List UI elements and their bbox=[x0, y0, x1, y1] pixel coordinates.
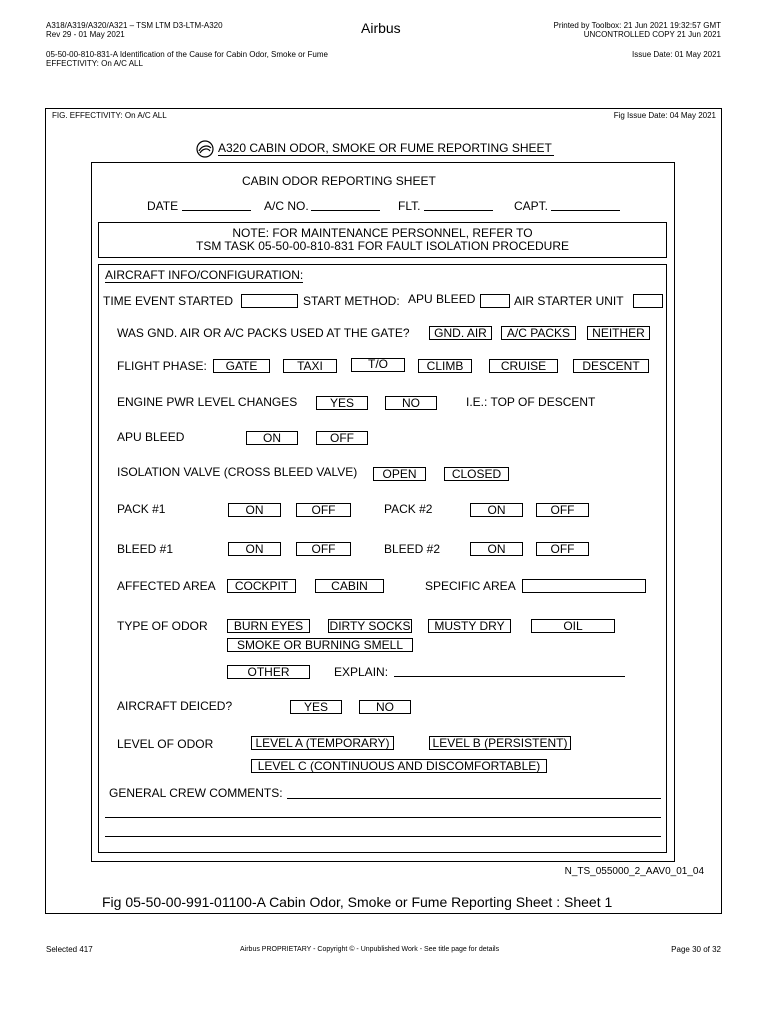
apu-bleed-label: APU BLEED bbox=[117, 430, 185, 444]
level-c-option[interactable]: LEVEL C (CONTINUOUS AND DISCOMFORTABLE) bbox=[251, 759, 547, 773]
page-number: Page 30 of 32 bbox=[671, 945, 721, 954]
date-field[interactable] bbox=[182, 210, 251, 211]
phase-climb-option[interactable]: CLIMB bbox=[418, 359, 472, 373]
bleed1-label: BLEED #1 bbox=[117, 542, 174, 556]
apu-bleed-option-label: APU BLEED bbox=[408, 292, 476, 306]
acno-field[interactable] bbox=[311, 210, 380, 211]
explain-label: EXPLAIN: bbox=[334, 665, 389, 679]
time-event-field[interactable] bbox=[241, 294, 298, 308]
deiced-yes[interactable]: YES bbox=[290, 700, 342, 714]
isolation-valve-label: ISOLATION VALVE (CROSS BLEED VALVE) bbox=[117, 465, 358, 479]
date-label: DATE bbox=[147, 199, 179, 213]
odor-oil[interactable]: OIL bbox=[531, 619, 615, 633]
bleed2-on[interactable]: ON bbox=[470, 542, 523, 556]
odor-other[interactable]: OTHER bbox=[227, 665, 310, 679]
fig-effectivity: FIG. EFFECTIVITY: On A/C ALL bbox=[52, 111, 167, 120]
capt-label: CAPT. bbox=[514, 199, 549, 213]
flt-field[interactable] bbox=[424, 210, 493, 211]
time-event-label: TIME EVENT STARTED bbox=[103, 294, 234, 308]
air-starter-label: AIR STARTER UNIT bbox=[514, 294, 624, 308]
phase-cruise-option[interactable]: CRUISE bbox=[489, 359, 558, 373]
doc-id: A318/A319/A320/A321 – TSM LTM D3-LTM-A320 bbox=[46, 21, 223, 30]
level-b-option[interactable]: LEVEL B (PERSISTENT) bbox=[429, 736, 571, 750]
level-a-option[interactable]: LEVEL A (TEMPORARY) bbox=[251, 736, 394, 750]
comments-line-2[interactable] bbox=[105, 817, 661, 818]
odor-burn-eyes[interactable]: BURN EYES bbox=[227, 619, 310, 633]
bleed1-on[interactable]: ON bbox=[228, 542, 281, 556]
pack1-on[interactable]: ON bbox=[228, 503, 281, 517]
engine-pwr-label: ENGINE PWR LEVEL CHANGES bbox=[117, 395, 298, 409]
company-name: Airbus bbox=[361, 20, 401, 36]
figure-caption: Fig 05-50-00-991-01100-A Cabin Odor, Smoke or Fume Reporting Sheet : Sheet 1 bbox=[102, 894, 613, 910]
section-title: AIRCRAFT INFO/CONFIGURATION: bbox=[105, 268, 304, 282]
comments-line-1[interactable] bbox=[287, 798, 661, 799]
ie-text: I.E.: TOP OF DESCENT bbox=[466, 395, 596, 409]
affected-cabin[interactable]: CABIN bbox=[315, 579, 384, 593]
specific-area-field[interactable] bbox=[522, 579, 646, 593]
capt-field[interactable] bbox=[551, 210, 620, 211]
note-line-1: NOTE: FOR MAINTENANCE PERSONNEL, REFER TO bbox=[232, 226, 533, 240]
issue-date: Issue Date: 01 May 2021 bbox=[632, 50, 721, 59]
form-title: CABIN ODOR REPORTING SHEET bbox=[242, 174, 436, 188]
phase-to-option[interactable]: T/O bbox=[351, 358, 405, 372]
air-starter-checkbox[interactable] bbox=[633, 294, 663, 308]
note-line-2: TSM TASK 05-50-00-810-831 FOR FAULT ISOLATION PROCEDURE bbox=[195, 239, 569, 253]
comments-line-3[interactable] bbox=[105, 836, 661, 837]
specific-area-label: SPECIFIC AREA bbox=[425, 579, 516, 593]
acno-label: A/C NO. bbox=[264, 199, 309, 213]
isolation-open[interactable]: OPEN bbox=[373, 467, 426, 481]
pack2-label: PACK #2 bbox=[384, 502, 433, 516]
deiced-no[interactable]: NO bbox=[359, 700, 411, 714]
printed-info: Printed by Toolbox: 21 Jun 2021 19:32:57 GMT bbox=[553, 21, 721, 30]
bleed2-off[interactable]: OFF bbox=[536, 542, 589, 556]
odor-smoke[interactable]: SMOKE OR BURNING SMELL bbox=[227, 638, 413, 652]
uncontrolled-copy: UNCONTROLLED COPY 21 Jun 2021 bbox=[583, 30, 721, 39]
proprietary-notice: Airbus PROPRIETARY - Copyright © - Unpublished Work - See title page for details bbox=[240, 946, 500, 953]
figure-ref-code: N_TS_055000_2_AAV0_01_04 bbox=[564, 866, 704, 877]
task-title: 05-50-00-810-831-A Identification of the Cause for Cabin Odor, Smoke or Fume bbox=[46, 50, 328, 59]
engine-pwr-no[interactable]: NO bbox=[385, 396, 437, 410]
pack2-on[interactable]: ON bbox=[470, 503, 523, 517]
odor-type-label: TYPE OF ODOR bbox=[117, 619, 208, 633]
isolation-closed[interactable]: CLOSED bbox=[444, 467, 509, 481]
phase-gate-option[interactable]: GATE bbox=[213, 359, 270, 373]
start-method-label: START METHOD: bbox=[303, 294, 400, 308]
gnd-question: WAS GND. AIR OR A/C PACKS USED AT THE GATE? bbox=[117, 326, 410, 340]
effectivity: EFFECTIVITY: On A/C ALL bbox=[46, 59, 143, 68]
bleed1-off[interactable]: OFF bbox=[296, 542, 351, 556]
explain-field[interactable] bbox=[394, 676, 625, 677]
neither-option[interactable]: NEITHER bbox=[587, 326, 650, 340]
revision: Rev 29 - 01 May 2021 bbox=[46, 30, 125, 39]
comments-label: GENERAL CREW COMMENTS: bbox=[109, 786, 283, 800]
engine-pwr-yes[interactable]: YES bbox=[316, 396, 368, 410]
phase-taxi-option[interactable]: TAXI bbox=[283, 359, 337, 373]
odor-musty-dry[interactable]: MUSTY DRY bbox=[428, 619, 511, 633]
apu-bleed-on[interactable]: ON bbox=[246, 431, 298, 445]
apu-bleed-off[interactable]: OFF bbox=[316, 431, 368, 445]
pack1-off[interactable]: OFF bbox=[296, 503, 351, 517]
flight-phase-label: FLIGHT PHASE: bbox=[117, 359, 207, 373]
affected-area-label: AFFECTED AREA bbox=[117, 579, 216, 593]
fig-issue-date: Fig Issue Date: 04 May 2021 bbox=[613, 111, 716, 120]
apu-bleed-checkbox[interactable] bbox=[480, 294, 510, 308]
ac-packs-option[interactable]: A/C PACKS bbox=[501, 326, 576, 340]
deiced-label: AIRCRAFT DEICED? bbox=[117, 699, 233, 713]
pack2-off[interactable]: OFF bbox=[536, 503, 589, 517]
phase-descent-option[interactable]: DESCENT bbox=[573, 359, 649, 373]
odor-dirty-socks[interactable]: DIRTY SOCKS bbox=[329, 619, 411, 633]
selected-count: Selected 417 bbox=[46, 945, 93, 954]
affected-cockpit[interactable]: COCKPIT bbox=[227, 579, 296, 593]
flt-label: FLT. bbox=[398, 199, 421, 213]
gnd-air-option[interactable]: GND. AIR bbox=[429, 326, 492, 340]
bleed2-label: BLEED #2 bbox=[384, 542, 441, 556]
sheet-title: A320 CABIN ODOR, SMOKE OR FUME REPORTING SHEET bbox=[218, 141, 552, 155]
odor-level-label: LEVEL OF ODOR bbox=[117, 737, 214, 751]
airbus-logo-icon bbox=[196, 140, 214, 158]
pack1-label: PACK #1 bbox=[117, 502, 166, 516]
